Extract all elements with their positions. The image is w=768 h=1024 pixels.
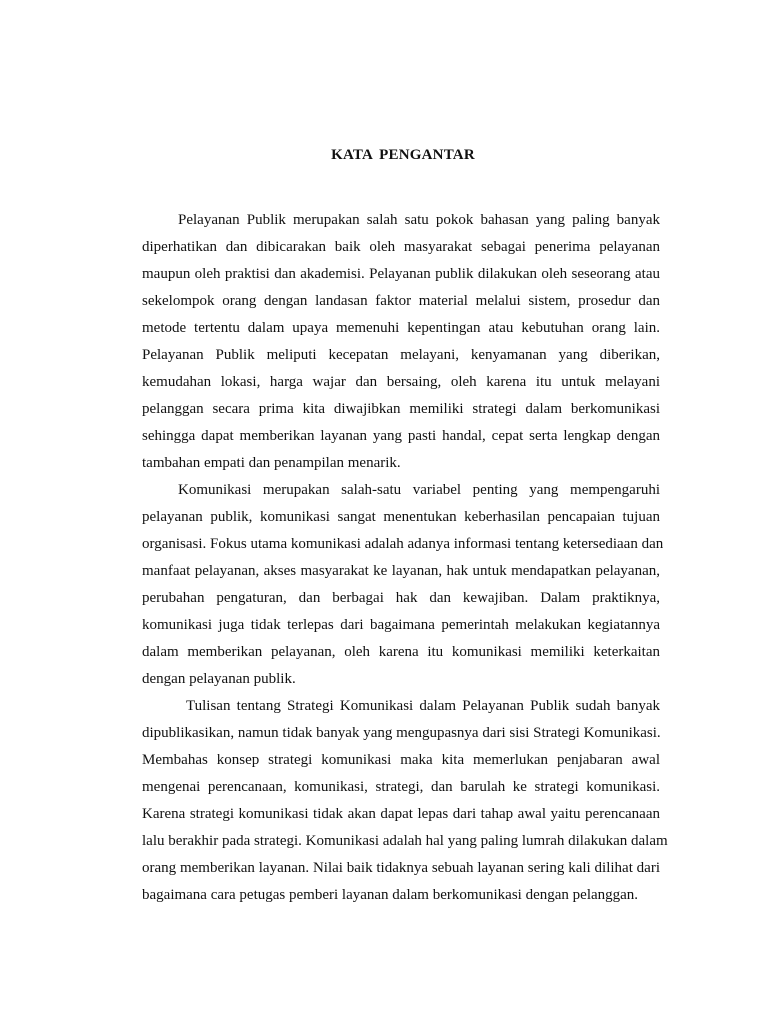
paragraph-3-line-5: Karena strategi komunikasi tidak akan dapat lepas dari tahap awal yaitu perencanaan [142,806,660,822]
paragraph-2-line-4: manfaat pelayanan, akses masyarakat ke layanan, hak untuk mendapatkan pelayanan, [142,563,660,579]
paragraph-2-line-6: komunikasi juga tidak terlepas dari bagaimana pemerintah melakukan kegiatannya [142,617,660,633]
paragraph-1-line-9: sehingga dapat memberikan layanan yang pasti handal, cepat serta lengkap dengan [142,428,660,444]
paragraph-2-line-5: perubahan pengaturan, dan berbagai hak dan kewajiban. Dalam praktiknya, [142,590,660,606]
paragraph-2-line-3: organisasi. Fokus utama komunikasi adalah adanya informasi tentang ketersediaan dan [142,536,664,552]
paragraph-2-line-1: Komunikasi merupakan salah-satu variabel penting yang mempengaruhi [178,482,660,498]
paragraph-1-line-2: diperhatikan dan dibicarakan baik oleh masyarakat sebagai penerima pelayanan [142,239,660,255]
paragraph-1-line-3: maupun oleh praktisi dan akademisi. Pelayanan publik dilakukan oleh seseorang atau [142,266,660,282]
paragraph-3-line-6: lalu berakhir pada strategi. Komunikasi adalah hal yang paling lumrah dilakukan dalam [142,833,668,849]
paragraph-1-line-8: pelanggan secara prima kita diwajibkan memiliki strategi dalam berkomunikasi [142,401,660,417]
paragraph-2-line-7: dalam memberikan pelayanan, oleh karena itu komunikasi memiliki keterkaitan [142,644,660,660]
paragraph-3-line-3: Membahas konsep strategi komunikasi maka kita memerlukan penjabaran awal [142,752,660,768]
paragraph-3-line-7: orang memberikan layanan. Nilai baik tidaknya sebuah layanan sering kali dilihat dari [142,860,660,876]
paragraph-1-line-10: tambahan empati dan penampilan menarik. [142,455,401,471]
paragraph-3-line-1: Tulisan tentang Strategi Komunikasi dalam Pelayanan Publik sudah banyak [186,698,660,714]
paragraph-1-line-4: sekelompok orang dengan landasan faktor material melalui sistem, prosedur dan [142,293,660,309]
paragraph-2-line-8: dengan pelayanan publik. [142,671,296,687]
paragraph-1-line-6: Pelayanan Publik meliputi kecepatan melayani, kenyamanan yang diberikan, [142,347,660,363]
paragraph-1-line-5: metode tertentu dalam upaya memenuhi kepentingan atau kebutuhan orang lain. [142,320,660,336]
paragraph-1-line-1: Pelayanan Publik merupakan salah satu pokok bahasan yang paling banyak [178,212,660,228]
paragraph-1-line-7: kemudahan lokasi, harga wajar dan bersaing, oleh karena itu untuk melayani [142,374,660,390]
page-title: KATA PENGANTAR [331,147,475,163]
paragraph-3-line-8: bagaimana cara petugas pemberi layanan dalam berkomunikasi dengan pelanggan. [142,887,639,903]
paragraph-3-line-4: mengenai perencanaan, komunikasi, strategi, dan barulah ke strategi komunikasi. [142,779,660,795]
paragraph-2-line-2: pelayanan publik, komunikasi sangat menentukan keberhasilan pencapaian tujuan [142,509,660,525]
paragraph-3-line-2: dipublikasikan, namun tidak banyak yang mengupasnya dari sisi Strategi Komunikasi. [142,725,661,741]
